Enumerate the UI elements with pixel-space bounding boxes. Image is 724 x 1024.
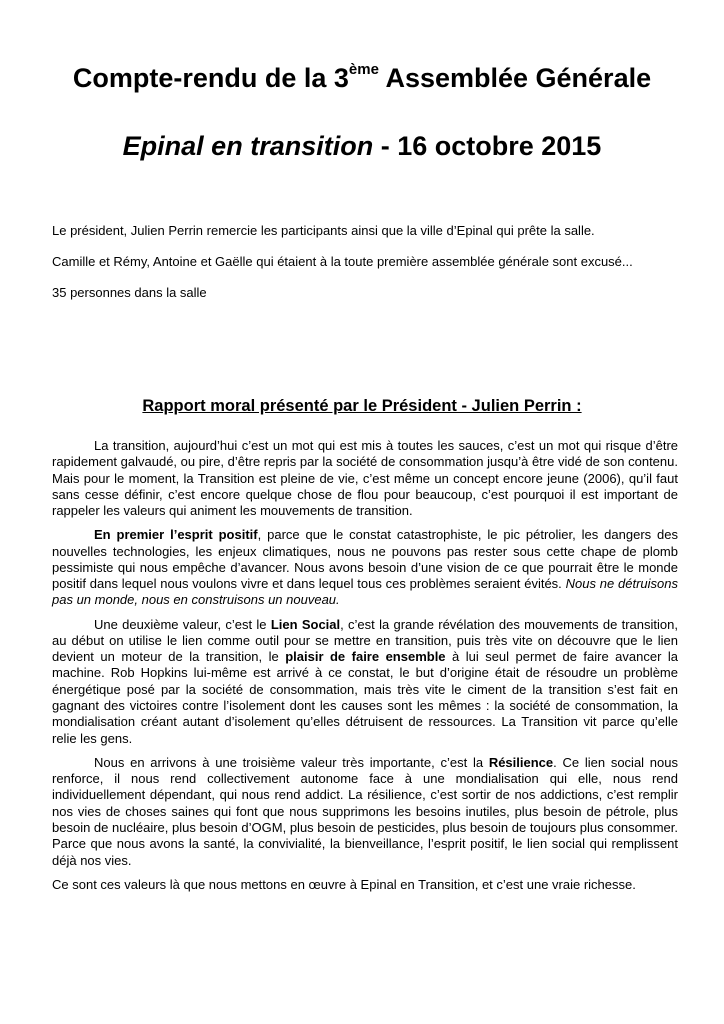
document-title-line2: [0, 130, 724, 162]
report-paragraph-3-text-c: à lui seul permet de faire avancer la machine. Rob Hopkins lui-même est arrivé à ce constat, le but d’origine était de résoudre un problème énergétique posé par la société de consommation, mais très vite le ciment de la transition s’est fait en gagnant des victoires contre l’isolement dont les causes sont les mêmes : la société de consommation, la mondialisation créant autant d’isolement qu’elles détruisent de ressources. La Transition vit parce qu’elle relie les gens.: [52, 649, 678, 746]
report-paragraph-5: Ce sont ces valeurs là que nous mettons en œuvre à Epinal en Transition, et c’est une vraie richesse.: [52, 876, 636, 892]
title-association-name: Epinal en transition: [122, 131, 374, 161]
title-text-pre: Compte-rendu de la 3: [72, 63, 349, 93]
intro-paragraph-3: 35 personnes dans la salle: [52, 285, 207, 300]
title-superscript: ème: [348, 61, 379, 78]
report-paragraph-2: [52, 527, 678, 608]
report-paragraph-1: La transition, aujourd’hui c’est un mot qui est mis à toutes les sauces, c’est un mot qui risque d’être rapidement galvaudé, ou pire, d’être repris par la société de consommation jusqu’à être vidé de son contenu. Mais pour le moment, la Transition est pleine de vie, c’est même un concept encore jeune (2006), qu’il faut sans cesse définir, c’est encore quelque chose de flou pour beaucoup, c’est pourquoi il est important de rappeler les valeurs qui animent les mouvements de transition.: [52, 438, 678, 519]
report-heading: Rapport moral présenté par le Président - Julien Perrin :: [142, 397, 582, 415]
value-social-link: Lien Social: [270, 616, 341, 632]
value-positive-spirit: En premier l’esprit positif: [94, 527, 258, 543]
title-date: - 16 octobre 2015: [373, 131, 602, 161]
report-paragraph-2-text: , parce que le constat catastrophiste, le pic pétrolier, les dangers des nouvelles technologies, les enjeux climatiques, nous ne pouvons pas rester sous cette chape de plomb pessimiste qui nous empêche d’avancer. Nous avons besoin d’une vision de ce que pourrait être le monde positif dans lequel nous voulons vivre et dans lequel tous ces problèmes seraient évités.: [52, 527, 678, 592]
report-paragraph-3-text-b: , c’est la grande révélation des mouvements de transition, au début on utilise le lien comme outil pour se mettre en transition, puis très vite on découvre que le lien devient un moteur de la transition, le: [52, 616, 678, 665]
intro-paragraph-1: Le président, Julien Perrin remercie les participants ainsi que la ville d’Epinal qui prête la salle.: [52, 223, 595, 238]
value-resilience: Résilience: [488, 754, 554, 770]
document-title-line1: [0, 62, 724, 99]
title-text-post: Assemblée Générale: [378, 63, 652, 93]
report-paragraph-3: [52, 617, 678, 747]
intro-paragraph-2: Camille et Rémy, Antoine et Gaëlle qui étaient à la toute première assemblée générale sont excusé...: [52, 254, 633, 269]
report-paragraph-2-quote: Nous ne détruisons pas un monde, nous en construisons un nouveau.: [52, 576, 679, 608]
report-body: [52, 438, 678, 901]
report-paragraph-4-text-b: . Ce lien social nous renforce, il nous rend collectivement autonome face à une mondialisation qui elle, nous rend individuellement dépendant, qui nous rend addict. La résilience, c’est sortir de nos addictions, c’est remplir nos vies de choses saines qui font que nous supprimons les besoins inutiles, plus besoin de pétrole, plus besoin de nucléaire, plus besoin d’OGM, plus besoin de pesticides, plus besoin de toujours plus consommer. Parce que nous avons la santé, la convivialité, la bienveillance, l’esprit positif, le lien social qui remplissent déjà nos vies.: [52, 754, 678, 868]
report-paragraph-3-text-a: Une deuxième valeur, c’est le: [94, 616, 271, 632]
value-pleasure-together: plaisir de faire ensemble: [285, 649, 446, 665]
report-paragraph-4: [52, 755, 678, 869]
report-paragraph-4-text-a: Nous en arrivons à une troisième valeur très importante, c’est la: [94, 754, 489, 770]
